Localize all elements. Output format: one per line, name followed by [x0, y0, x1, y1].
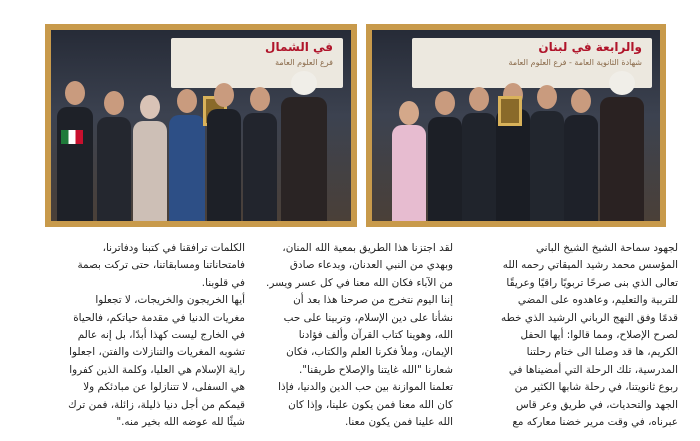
article-column-right	[460, 240, 678, 431]
lebanese-flag	[61, 130, 83, 144]
person-figure	[530, 85, 564, 221]
text-line: لصرح الإصلاح، ومما قالوا: أيها الحفل	[520, 329, 678, 342]
text-line: تعلمنا الموازنة بين حب الدين والدنيا، فإذا	[278, 381, 453, 394]
text-line: الإيمان، وملأ فكرنا العلم والكتاب، فكان	[286, 346, 453, 359]
person-figure	[57, 81, 93, 221]
text-line: لقد اجتزنا هذا الطريق بمعية الله المنان،	[282, 242, 453, 254]
person-figure	[97, 91, 131, 221]
text-line: الكلمات ترافقنا في كتبنا ودفاترنا،	[102, 242, 245, 254]
text-line: من الآباء فكان الله معنا في كل عسر ويسر.	[266, 276, 453, 289]
person-figure	[169, 89, 205, 221]
text-line: وبهدي من النبي العدنان، وبدعاء صادق	[289, 259, 453, 272]
text-line: عبرناه، في وقت مرير خضنا معاركه مع	[512, 416, 678, 429]
photo-frame-left	[45, 24, 357, 227]
person-figure	[428, 91, 462, 221]
text-line: ربوع ثانويتنا، في رحلة شابها الكثير من	[514, 381, 678, 394]
text-line: فامتحاناتنا ومسابقاتنا، حتى تركت بصمة	[77, 259, 245, 272]
text-line: الجهد والتحديات، في طريق وعر قاس	[515, 398, 678, 411]
text-line: تشوبه المغريات والتنازلات والفتن، اجعلوا	[69, 346, 245, 359]
banner-subtitle: فرع العلوم العامة	[275, 58, 333, 67]
text-line: المدرسية، تلك الرحلة التي أمضيناها في	[508, 363, 678, 376]
text-line: هي السفلى، لا تتنازلوا عن مبادئكم ولا	[83, 381, 245, 394]
banner-subtitle: شهادة الثانوية العامة - فرع العلوم العامة	[508, 58, 642, 67]
person-figure	[243, 87, 277, 221]
person-figure	[462, 87, 496, 221]
ceremony-photo-left	[51, 30, 351, 221]
text-line: أيها الخريجون والخريجات، لا تجعلوا	[95, 294, 245, 307]
person-figure	[392, 101, 426, 221]
article-column-middle	[253, 240, 453, 431]
person-figure	[207, 83, 241, 221]
banner-title: في الشمال	[265, 40, 333, 54]
text-line: الله علينا فمن يكون معنا.	[344, 416, 453, 429]
person-figure	[600, 71, 644, 221]
text-line: الكريم، ها قد وصلنا الى ختام رحلتنا	[526, 346, 678, 359]
text-line: نشأنا على دين الإسلام، وتربينا على حب	[283, 311, 453, 324]
text-line: مغريات الدنيا في مقدمة حياتكم، فالحياة	[73, 311, 245, 324]
person-figure	[564, 89, 598, 221]
text-line: قدمًا وفق النهج الرباني الرشيد الذي خطه	[501, 311, 678, 324]
photo-frame-right	[366, 24, 666, 227]
text-line: قيمكم من أجل دنيا ذليلة، زائلة، فمن ترك	[68, 398, 245, 411]
text-line: راية الإسلام هي العليا، وكلمة الذين كفروا	[69, 363, 245, 376]
text-line: إننا اليوم نتخرج من صرحنا هذا بعد أن	[293, 294, 453, 307]
text-line: المؤسس محمد رشيد الميقاتي رحمه الله	[502, 259, 678, 272]
text-line: شعارنا "الله غايتنا والإصلاح طريقنا".	[298, 363, 453, 376]
award-plaque	[498, 96, 522, 126]
text-line: لجهود سماحة الشيخ الشيخ الباني	[536, 242, 678, 254]
person-figure	[281, 71, 327, 221]
text-line: تعالى الذي بنى صرحًا تربويًا راقيًا وعريقًا	[506, 276, 678, 289]
text-line: الله، وهوينا كتاب القرآن وألف فؤادنا	[298, 329, 453, 342]
text-line: شيئًا لله عوضه الله بخير منه."	[116, 416, 245, 429]
text-line: في قلوبنا.	[201, 276, 245, 289]
article-column-left	[45, 240, 245, 431]
text-line: للتربية والتعليم، وعاهدوه على المضي	[517, 294, 678, 307]
person-figure	[133, 95, 167, 221]
banner-title: والرابعة في لبنان	[538, 40, 642, 54]
text-line: في الخارج ليست كهذا أبدًا، بل إنه عالم	[77, 329, 245, 342]
ceremony-photo-right	[372, 30, 660, 221]
text-line: كان الله معنا فمن يكون علينا، وإذا كان	[288, 398, 453, 411]
